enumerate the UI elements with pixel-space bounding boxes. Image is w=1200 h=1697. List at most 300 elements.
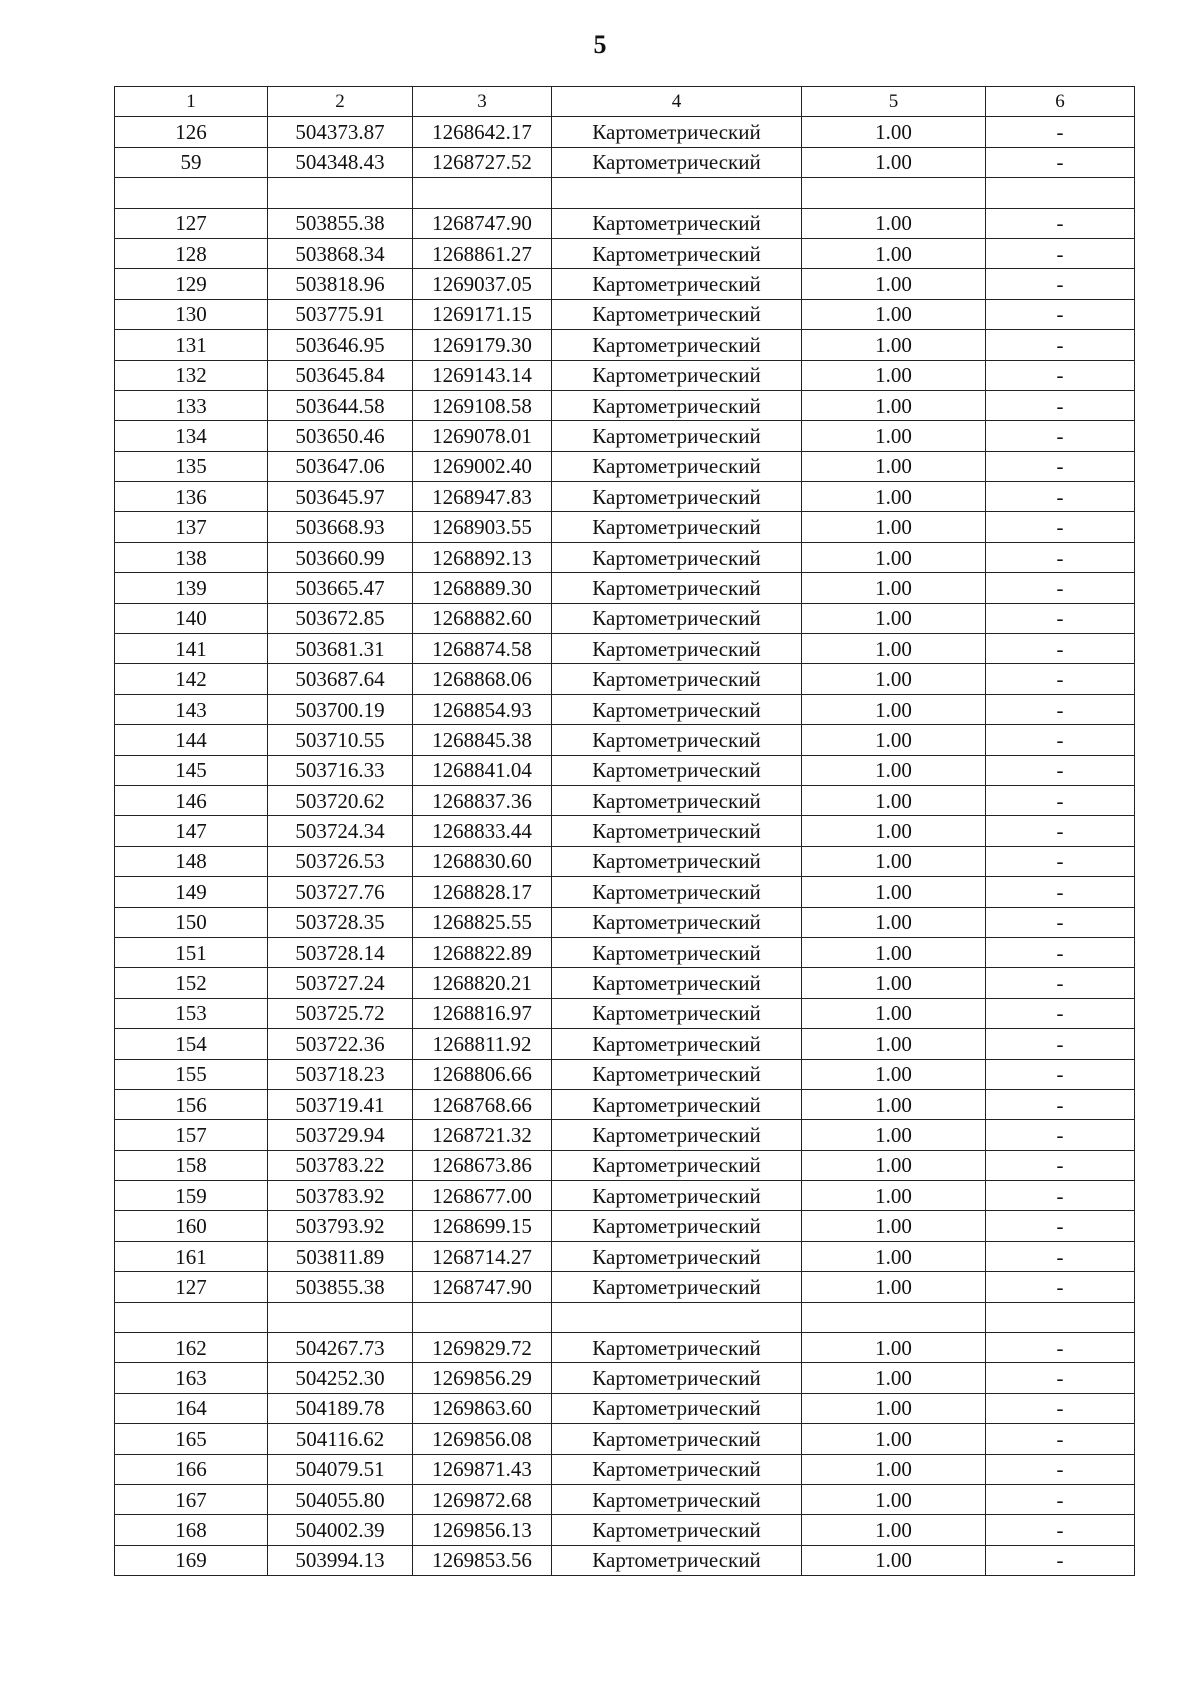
y-coordinate-cell: 1268816.97 [413,998,552,1028]
x-coordinate-cell: 503650.46 [268,421,413,451]
description-cell: - [986,299,1135,329]
x-coordinate-cell: 504189.78 [268,1393,413,1423]
table-row [115,1363,1135,1393]
description-cell: - [986,755,1135,785]
point-number-cell: 133 [115,390,268,420]
table-row [115,147,1135,177]
x-coordinate-cell: 503994.13 [268,1545,413,1575]
method-cell: Картометрический [552,694,802,724]
accuracy-cell [802,178,986,208]
x-coordinate-cell: 503700.19 [268,694,413,724]
point-number-cell: 160 [115,1211,268,1241]
method-cell: Картометрический [552,1393,802,1423]
method-cell: Картометрический [552,1515,802,1545]
x-coordinate-cell: 503727.24 [268,968,413,998]
method-cell: Картометрический [552,1211,802,1241]
table-row [115,1241,1135,1271]
accuracy-cell: 1.00 [802,725,986,755]
x-coordinate-cell: 503726.53 [268,846,413,876]
accuracy-cell: 1.00 [802,664,986,694]
y-coordinate-cell: 1268747.90 [413,1272,552,1302]
y-coordinate-cell: 1269872.68 [413,1484,552,1514]
accuracy-cell: 1.00 [802,998,986,1028]
method-cell: Картометрический [552,573,802,603]
table-row [115,1484,1135,1514]
x-coordinate-cell: 503710.55 [268,725,413,755]
x-coordinate-cell: 504252.30 [268,1363,413,1393]
accuracy-cell: 1.00 [802,603,986,633]
x-coordinate-cell: 503729.94 [268,1120,413,1150]
x-coordinate-cell: 504055.80 [268,1484,413,1514]
table-row [115,1089,1135,1119]
header-cell-1: 1 [115,87,268,117]
method-cell: Картометрический [552,998,802,1028]
y-coordinate-cell: 1268861.27 [413,238,552,268]
point-number-cell: 147 [115,816,268,846]
y-coordinate-cell: 1268811.92 [413,1029,552,1059]
description-cell: - [986,634,1135,664]
table-row [115,178,1135,208]
description-cell: - [986,1515,1135,1545]
point-number-cell: 139 [115,573,268,603]
description-cell: - [986,117,1135,147]
x-coordinate-cell: 503645.84 [268,360,413,390]
point-number-cell: 137 [115,512,268,542]
point-number-cell: 153 [115,998,268,1028]
description-cell: - [986,1484,1135,1514]
y-coordinate-cell: 1268882.60 [413,603,552,633]
table-row [115,1211,1135,1241]
table-row [115,785,1135,815]
y-coordinate-cell: 1268828.17 [413,877,552,907]
table-row [115,968,1135,998]
x-coordinate-cell: 503665.47 [268,573,413,603]
y-coordinate-cell: 1269863.60 [413,1393,552,1423]
description-cell: - [986,421,1135,451]
accuracy-cell: 1.00 [802,1241,986,1271]
table-row [115,755,1135,785]
method-cell [552,178,802,208]
table-body [115,117,1135,1576]
y-coordinate-cell: 1268642.17 [413,117,552,147]
x-coordinate-cell: 503716.33 [268,755,413,785]
x-coordinate-cell: 503645.97 [268,482,413,512]
method-cell: Картометрический [552,1333,802,1363]
table-row [115,1424,1135,1454]
y-coordinate-cell: 1268854.93 [413,694,552,724]
y-coordinate-cell: 1268892.13 [413,542,552,572]
accuracy-cell: 1.00 [802,907,986,937]
accuracy-cell: 1.00 [802,421,986,451]
description-cell: - [986,1333,1135,1363]
table-row [115,482,1135,512]
method-cell: Картометрический [552,208,802,238]
method-cell: Картометрический [552,1181,802,1211]
point-number-cell: 148 [115,846,268,876]
x-coordinate-cell: 503722.36 [268,1029,413,1059]
y-coordinate-cell: 1269037.05 [413,269,552,299]
accuracy-cell: 1.00 [802,208,986,238]
y-coordinate-cell: 1269002.40 [413,451,552,481]
description-cell: - [986,968,1135,998]
x-coordinate-cell: 503728.35 [268,907,413,937]
description-cell: - [986,1029,1135,1059]
method-cell: Картометрический [552,1272,802,1302]
description-cell: - [986,1363,1135,1393]
point-number-cell: 155 [115,1059,268,1089]
y-coordinate-cell: 1269856.29 [413,1363,552,1393]
description-cell: - [986,907,1135,937]
table-row [115,360,1135,390]
x-coordinate-cell: 503811.89 [268,1241,413,1271]
accuracy-cell: 1.00 [802,542,986,572]
point-number-cell: 157 [115,1120,268,1150]
description-cell: - [986,1393,1135,1423]
table-row [115,573,1135,603]
table-row [115,1454,1135,1484]
accuracy-cell: 1.00 [802,877,986,907]
description-cell: - [986,1181,1135,1211]
accuracy-cell: 1.00 [802,1393,986,1423]
description-cell: - [986,816,1135,846]
point-number-cell: 136 [115,482,268,512]
description-cell: - [986,390,1135,420]
y-coordinate-cell: 1268841.04 [413,755,552,785]
table-row [115,512,1135,542]
point-number-cell: 159 [115,1181,268,1211]
accuracy-cell: 1.00 [802,1424,986,1454]
table-row [115,634,1135,664]
description-cell: - [986,208,1135,238]
method-cell: Картометрический [552,330,802,360]
method-cell: Картометрический [552,512,802,542]
y-coordinate-cell [413,178,552,208]
table-row [115,998,1135,1028]
point-number-cell [115,1302,268,1332]
table-row [115,542,1135,572]
header-row [115,87,1135,117]
table-row [115,1181,1135,1211]
method-cell: Картометрический [552,664,802,694]
table-row [115,816,1135,846]
x-coordinate-cell: 504348.43 [268,147,413,177]
y-coordinate-cell: 1268868.06 [413,664,552,694]
y-coordinate-cell: 1268721.32 [413,1120,552,1150]
method-cell: Картометрический [552,1120,802,1150]
point-number-cell: 134 [115,421,268,451]
point-number-cell: 132 [115,360,268,390]
table-row [115,1150,1135,1180]
table-row [115,238,1135,268]
point-number-cell: 161 [115,1241,268,1271]
header-cell-2: 2 [268,87,413,117]
method-cell: Картометрический [552,1150,802,1180]
method-cell: Картометрический [552,360,802,390]
point-number-cell: 138 [115,542,268,572]
accuracy-cell: 1.00 [802,968,986,998]
method-cell: Картометрический [552,1089,802,1119]
table-row [115,1393,1135,1423]
table-row [115,451,1135,481]
description-cell: - [986,1241,1135,1271]
method-cell: Картометрический [552,907,802,937]
y-coordinate-cell: 1268714.27 [413,1241,552,1271]
y-coordinate-cell: 1268727.52 [413,147,552,177]
method-cell: Картометрический [552,725,802,755]
point-number-cell: 142 [115,664,268,694]
description-cell: - [986,238,1135,268]
method-cell: Картометрический [552,846,802,876]
x-coordinate-cell: 503647.06 [268,451,413,481]
method-cell: Картометрический [552,968,802,998]
method-cell: Картометрический [552,269,802,299]
description-cell: - [986,664,1135,694]
method-cell: Картометрический [552,785,802,815]
method-cell: Картометрический [552,147,802,177]
x-coordinate-cell: 503644.58 [268,390,413,420]
point-number-cell: 151 [115,937,268,967]
y-coordinate-cell: 1268947.83 [413,482,552,512]
point-number-cell: 169 [115,1545,268,1575]
table-row [115,269,1135,299]
page-number: 5 [593,30,607,59]
method-cell: Картометрический [552,482,802,512]
x-coordinate-cell: 503855.38 [268,208,413,238]
accuracy-cell: 1.00 [802,1272,986,1302]
x-coordinate-cell: 503783.22 [268,1150,413,1180]
x-coordinate-cell: 503718.23 [268,1059,413,1089]
table-row [115,421,1135,451]
description-cell: - [986,1150,1135,1180]
table-row [115,937,1135,967]
accuracy-cell: 1.00 [802,1515,986,1545]
x-coordinate-cell: 503720.62 [268,785,413,815]
header-cell-3: 3 [413,87,552,117]
accuracy-cell: 1.00 [802,937,986,967]
accuracy-cell: 1.00 [802,1363,986,1393]
table-row [115,603,1135,633]
method-cell: Картометрический [552,634,802,664]
x-coordinate-cell: 504079.51 [268,1454,413,1484]
method-cell: Картометрический [552,877,802,907]
point-number-cell: 135 [115,451,268,481]
table-row [115,299,1135,329]
description-cell: - [986,360,1135,390]
description-cell: - [986,1211,1135,1241]
x-coordinate-cell: 503668.93 [268,512,413,542]
y-coordinate-cell: 1268699.15 [413,1211,552,1241]
header-cell-6: 6 [986,87,1135,117]
description-cell: - [986,147,1135,177]
table-row [115,694,1135,724]
method-cell: Картометрический [552,816,802,846]
accuracy-cell: 1.00 [802,1120,986,1150]
y-coordinate-cell: 1268673.86 [413,1150,552,1180]
accuracy-cell: 1.00 [802,1545,986,1575]
method-cell: Картометрический [552,1484,802,1514]
x-coordinate-cell: 504373.87 [268,117,413,147]
table-row [115,725,1135,755]
table-header [115,87,1135,117]
accuracy-cell: 1.00 [802,512,986,542]
table-row [115,1333,1135,1363]
y-coordinate-cell: 1269078.01 [413,421,552,451]
accuracy-cell: 1.00 [802,1089,986,1119]
point-number-cell: 166 [115,1454,268,1484]
table-row [115,664,1135,694]
method-cell: Картометрический [552,238,802,268]
x-coordinate-cell: 504002.39 [268,1515,413,1545]
point-number-cell: 141 [115,634,268,664]
method-cell: Картометрический [552,755,802,785]
accuracy-cell: 1.00 [802,1059,986,1089]
y-coordinate-cell: 1269871.43 [413,1454,552,1484]
y-coordinate-cell: 1269171.15 [413,299,552,329]
y-coordinate-cell: 1268903.55 [413,512,552,542]
y-coordinate-cell: 1269829.72 [413,1333,552,1363]
x-coordinate-cell [268,1302,413,1332]
method-cell: Картометрический [552,117,802,147]
y-coordinate-cell [413,1302,552,1332]
method-cell [552,1302,802,1332]
table-row [115,208,1135,238]
description-cell: - [986,1424,1135,1454]
method-cell: Картометрический [552,299,802,329]
point-number-cell: 158 [115,1150,268,1180]
point-number-cell: 126 [115,117,268,147]
x-coordinate-cell: 503681.31 [268,634,413,664]
x-coordinate-cell: 503724.34 [268,816,413,846]
accuracy-cell: 1.00 [802,147,986,177]
point-number-cell: 143 [115,694,268,724]
header-cell-5: 5 [802,87,986,117]
y-coordinate-cell: 1268677.00 [413,1181,552,1211]
accuracy-cell: 1.00 [802,360,986,390]
table-row [115,117,1135,147]
accuracy-cell: 1.00 [802,1181,986,1211]
point-number-cell: 164 [115,1393,268,1423]
method-cell: Картометрический [552,1241,802,1271]
x-coordinate-cell: 504116.62 [268,1424,413,1454]
method-cell: Картометрический [552,1424,802,1454]
table-row [115,1545,1135,1575]
table-row [115,1029,1135,1059]
description-cell: - [986,269,1135,299]
x-coordinate-cell: 504267.73 [268,1333,413,1363]
accuracy-cell: 1.00 [802,330,986,360]
point-number-cell [115,178,268,208]
accuracy-cell: 1.00 [802,573,986,603]
description-cell: - [986,330,1135,360]
point-number-cell: 129 [115,269,268,299]
y-coordinate-cell: 1268837.36 [413,785,552,815]
y-coordinate-cell: 1268874.58 [413,634,552,664]
description-cell: - [986,877,1135,907]
description-cell: - [986,1272,1135,1302]
method-cell: Картометрический [552,1454,802,1484]
accuracy-cell: 1.00 [802,451,986,481]
point-number-cell: 163 [115,1363,268,1393]
y-coordinate-cell: 1268825.55 [413,907,552,937]
y-coordinate-cell: 1269856.08 [413,1424,552,1454]
accuracy-cell: 1.00 [802,846,986,876]
y-coordinate-cell: 1269856.13 [413,1515,552,1545]
method-cell: Картометрический [552,1363,802,1393]
x-coordinate-cell [268,178,413,208]
description-cell: - [986,482,1135,512]
description-cell: - [986,937,1135,967]
point-number-cell: 131 [115,330,268,360]
accuracy-cell: 1.00 [802,1333,986,1363]
point-number-cell: 140 [115,603,268,633]
accuracy-cell: 1.00 [802,1029,986,1059]
method-cell: Картометрический [552,542,802,572]
table-row [115,1272,1135,1302]
description-cell [986,178,1135,208]
point-number-cell: 168 [115,1515,268,1545]
point-number-cell: 162 [115,1333,268,1363]
y-coordinate-cell: 1269853.56 [413,1545,552,1575]
table-row [115,1515,1135,1545]
accuracy-cell: 1.00 [802,1211,986,1241]
description-cell: - [986,451,1135,481]
point-number-cell: 150 [115,907,268,937]
point-number-cell: 144 [115,725,268,755]
accuracy-cell: 1.00 [802,238,986,268]
description-cell: - [986,998,1135,1028]
point-number-cell: 146 [115,785,268,815]
description-cell: - [986,603,1135,633]
y-coordinate-cell: 1268822.89 [413,937,552,967]
x-coordinate-cell: 503818.96 [268,269,413,299]
point-number-cell: 127 [115,208,268,238]
method-cell: Картометрический [552,1029,802,1059]
y-coordinate-cell: 1269143.14 [413,360,552,390]
y-coordinate-cell: 1268747.90 [413,208,552,238]
description-cell [986,1302,1135,1332]
description-cell: - [986,1120,1135,1150]
description-cell: - [986,785,1135,815]
header-cell-4: 4 [552,87,802,117]
description-cell: - [986,542,1135,572]
x-coordinate-cell: 503660.99 [268,542,413,572]
point-number-cell: 152 [115,968,268,998]
accuracy-cell: 1.00 [802,785,986,815]
point-number-cell: 127 [115,1272,268,1302]
y-coordinate-cell: 1268845.38 [413,725,552,755]
point-number-cell: 156 [115,1089,268,1119]
accuracy-cell: 1.00 [802,1150,986,1180]
coordinates-table [114,86,1135,1576]
point-number-cell: 154 [115,1029,268,1059]
point-number-cell: 59 [115,147,268,177]
x-coordinate-cell: 503719.41 [268,1089,413,1119]
method-cell: Картометрический [552,451,802,481]
description-cell: - [986,1059,1135,1089]
x-coordinate-cell: 503725.72 [268,998,413,1028]
x-coordinate-cell: 503727.76 [268,877,413,907]
table-row [115,877,1135,907]
description-cell: - [986,725,1135,755]
y-coordinate-cell: 1268833.44 [413,816,552,846]
point-number-cell: 130 [115,299,268,329]
method-cell: Картометрический [552,603,802,633]
method-cell: Картометрический [552,421,802,451]
accuracy-cell [802,1302,986,1332]
x-coordinate-cell: 503687.64 [268,664,413,694]
x-coordinate-cell: 503646.95 [268,330,413,360]
description-cell: - [986,512,1135,542]
